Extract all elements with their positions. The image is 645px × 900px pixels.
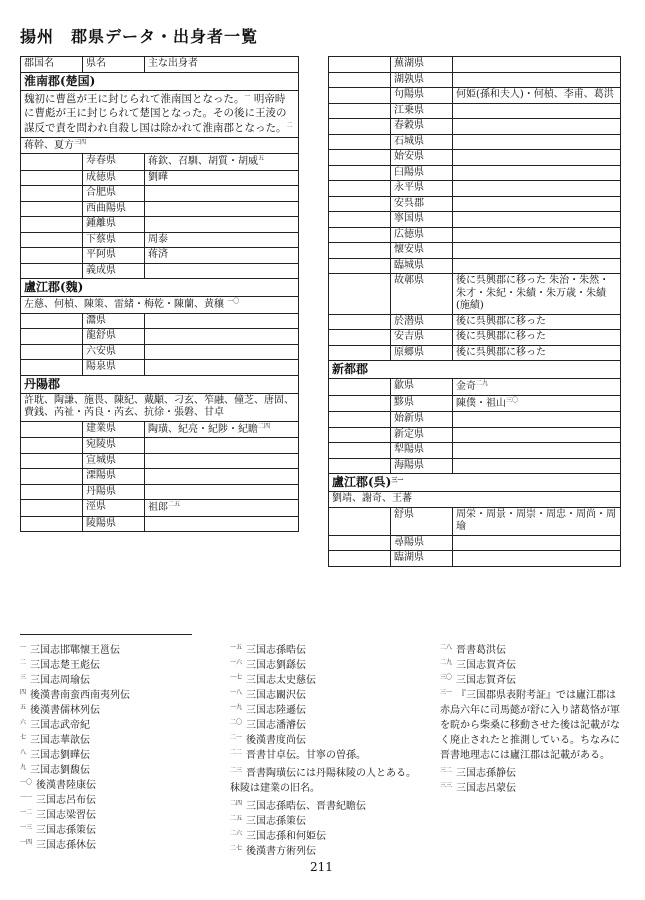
blank-cell — [329, 196, 391, 212]
county-name: 始新県 — [391, 412, 453, 428]
county-row — [21, 469, 299, 485]
footnote: $^{二七}$ 後漢書方術列伝 — [230, 845, 317, 857]
county-row — [329, 72, 621, 88]
county-people: 劉曄 — [145, 170, 299, 186]
blank-cell — [21, 516, 83, 532]
county-row — [329, 412, 621, 428]
county-name: 懐安県 — [391, 243, 453, 259]
county-people — [453, 57, 621, 73]
county-people: 金奇$^{二九}$ — [453, 379, 621, 396]
county-people — [453, 551, 621, 567]
county-name: 永平県 — [391, 181, 453, 197]
county-people — [145, 217, 299, 233]
county-people — [145, 516, 299, 532]
header-cell: 県名 — [83, 57, 145, 73]
footnote: $^七$ 三国志華歆伝 — [20, 734, 91, 746]
footnote: $^{二一}$ 後漢書度尚伝 — [230, 734, 307, 746]
footnote: $^{三〇}$ 三国志賀斉伝 — [440, 674, 517, 686]
county-row — [21, 453, 299, 469]
blank-cell — [21, 186, 83, 202]
county-name: 灊県 — [83, 313, 145, 329]
county-row — [21, 217, 299, 233]
county-name: 六安県 — [83, 344, 145, 360]
county-people — [453, 150, 621, 166]
county-row — [329, 507, 621, 535]
county-row — [21, 263, 299, 279]
footnote: $^{二五}$ 三国志孫策伝 — [230, 815, 307, 827]
county-name: 湖孰県 — [391, 72, 453, 88]
county-people: 周栄・周景・周崇・周忠・周尚・周瑜 — [453, 507, 621, 535]
footnotes-column-2 — [230, 640, 420, 856]
footnotes-column-1 — [20, 640, 210, 850]
county-row — [21, 232, 299, 248]
blank-cell — [21, 248, 83, 264]
county-people: 蒋欽、召馴、胡質・胡威$^五$ — [145, 154, 299, 171]
county-row — [329, 212, 621, 228]
county-name: 安吉県 — [391, 330, 453, 346]
footnote: $^{一三}$ 三国志孫策伝 — [20, 824, 97, 836]
right-table — [328, 56, 621, 567]
county-name: 涇県 — [83, 500, 145, 517]
footnote: $^{一〇}$ 後漢書陸康伝 — [20, 779, 97, 791]
footnote: $^{二三}$ 晋書陶璜伝には丹陽秣陵の人とある。秣陵は建業の旧名。 — [230, 767, 417, 794]
county-row — [329, 443, 621, 459]
commandery-name: 盧江郡(呉)$^{三一}$ — [329, 474, 621, 492]
county-row — [21, 421, 299, 438]
footnote: $^{一四}$ 三国志孫休伝 — [20, 839, 97, 851]
county-people: 蒋済 — [145, 248, 299, 264]
county-row — [329, 88, 621, 104]
county-row — [329, 274, 621, 315]
county-row — [21, 344, 299, 360]
county-people — [145, 186, 299, 202]
county-people — [453, 72, 621, 88]
county-people — [453, 227, 621, 243]
county-people — [453, 181, 621, 197]
county-row — [21, 484, 299, 500]
county-row — [329, 258, 621, 274]
blank-cell — [329, 330, 391, 346]
footnote: $^{二四}$ 三国志孫晧伝、晋書紀瞻伝 — [230, 800, 367, 812]
county-name: 原郷県 — [391, 345, 453, 361]
header-cell: 主な出身者 — [145, 57, 299, 73]
county-name: 合肥県 — [83, 186, 145, 202]
county-row — [329, 119, 621, 135]
county-row — [329, 395, 621, 412]
blank-cell — [329, 227, 391, 243]
county-people: 後に呉興郡に移った — [453, 330, 621, 346]
county-people — [453, 134, 621, 150]
county-people — [453, 212, 621, 228]
county-people: 祖郎$^{二五}$ — [145, 500, 299, 517]
footnote: $^八$ 三国志劉曄伝 — [20, 749, 91, 761]
county-row — [329, 535, 621, 551]
blank-cell — [21, 170, 83, 186]
page-number: 211 — [310, 860, 333, 874]
county-name: 新定県 — [391, 427, 453, 443]
blank-cell — [21, 263, 83, 279]
left-table — [20, 56, 299, 532]
blank-cell — [21, 500, 83, 517]
county-name: 石城県 — [391, 134, 453, 150]
county-name: 成徳県 — [83, 170, 145, 186]
county-row — [329, 314, 621, 330]
county-people — [453, 535, 621, 551]
footnote: $^{二八}$ 晋書葛洪伝 — [440, 644, 507, 656]
blank-cell — [21, 469, 83, 485]
county-people — [453, 258, 621, 274]
blank-cell — [329, 345, 391, 361]
county-name: 臨城県 — [391, 258, 453, 274]
header-cell: 郡国名 — [21, 57, 83, 73]
county-row — [21, 186, 299, 202]
county-name: 広徳県 — [391, 227, 453, 243]
county-name: 寿春県 — [83, 154, 145, 171]
county-name: 龍舒県 — [83, 329, 145, 345]
commandery-name: 盧江郡(魏) — [21, 279, 299, 297]
footnote: $^五$ 後漢書儒林列伝 — [20, 704, 101, 716]
county-name: 故鄣県 — [391, 274, 453, 315]
blank-cell — [21, 421, 83, 438]
blank-cell — [21, 201, 83, 217]
footnote: $^{二六}$ 三国志孫和何姫伝 — [230, 830, 327, 842]
county-people — [145, 438, 299, 454]
county-people — [453, 412, 621, 428]
county-name: 於潜県 — [391, 314, 453, 330]
blank-cell — [21, 313, 83, 329]
blank-cell — [329, 165, 391, 181]
county-row — [329, 57, 621, 73]
county-row — [21, 360, 299, 376]
county-name: 宛陵県 — [83, 438, 145, 454]
county-name: 江乗県 — [391, 103, 453, 119]
county-row — [329, 427, 621, 443]
county-name: 蕪湖県 — [391, 57, 453, 73]
footnote: $^九$ 三国志劉馥伝 — [20, 764, 91, 776]
commandery-description: 魏初に曹邕が王に封じられて淮南国となった。$^一$ 明帝時に曹彪が王に封じられて楚国となった。その後に王淩の謀反で責を問われ自殺し国は除かれて淮南郡となった。$^二$ — [21, 90, 299, 137]
county-people — [453, 103, 621, 119]
county-people — [145, 484, 299, 500]
blank-cell — [329, 181, 391, 197]
blank-cell — [21, 217, 83, 233]
county-row — [329, 330, 621, 346]
county-row — [329, 103, 621, 119]
blank-cell — [329, 507, 391, 535]
county-name: 陵陽県 — [83, 516, 145, 532]
county-row — [21, 170, 299, 186]
commandery-people: 左慈、何楨、陳策、雷緒・梅乾・陳蘭、黄穰 $^{一〇}$ — [21, 297, 299, 314]
county-name: 西曲陽県 — [83, 201, 145, 217]
county-people: 周泰 — [145, 232, 299, 248]
county-row — [21, 248, 299, 264]
county-name: 宣城県 — [83, 453, 145, 469]
county-row — [329, 150, 621, 166]
footnote: $^四$ 後漢書南蛮西南夷列伝 — [20, 689, 131, 701]
footnote: $^一$ 三国志邯鄲懐王邕伝 — [20, 644, 121, 656]
county-people — [145, 329, 299, 345]
footnote: $^{二二}$ 晋書甘卓伝。甘寧の曽孫。 — [230, 749, 367, 761]
blank-cell — [21, 154, 83, 171]
county-people — [453, 443, 621, 459]
county-people — [145, 469, 299, 485]
footnotes-column-3 — [440, 640, 620, 793]
county-name: 陽泉県 — [83, 360, 145, 376]
county-people — [145, 201, 299, 217]
commandery-name: 淮南郡(楚国) — [21, 72, 299, 90]
county-people: 後に呉興郡に移った — [453, 314, 621, 330]
county-row — [329, 243, 621, 259]
county-people — [453, 427, 621, 443]
county-row — [329, 227, 621, 243]
county-name: 建業県 — [83, 421, 145, 438]
county-row — [329, 551, 621, 567]
blank-cell — [21, 232, 83, 248]
footnote-divider — [20, 634, 192, 635]
blank-cell — [21, 329, 83, 345]
county-row — [21, 500, 299, 517]
county-row — [329, 379, 621, 396]
blank-cell — [21, 344, 83, 360]
county-name: 義成県 — [83, 263, 145, 279]
footnote: $^{一二}$ 三国志梁習伝 — [20, 809, 97, 821]
footnote: $^{一一}$ 三国志呂布伝 — [20, 794, 97, 806]
blank-cell — [329, 427, 391, 443]
blank-cell — [329, 72, 391, 88]
county-row — [21, 154, 299, 171]
county-name: 春穀県 — [391, 119, 453, 135]
county-name: 寧国県 — [391, 212, 453, 228]
footnote: $^{一九}$ 三国志陸遜伝 — [230, 704, 307, 716]
county-people: 陳僕・祖山$^{三〇}$ — [453, 395, 621, 412]
county-name: 尋陽県 — [391, 535, 453, 551]
blank-cell — [329, 243, 391, 259]
blank-cell — [329, 258, 391, 274]
blank-cell — [329, 535, 391, 551]
footnote: $^{二九}$ 三国志賀斉伝 — [440, 659, 517, 671]
blank-cell — [21, 438, 83, 454]
blank-cell — [329, 314, 391, 330]
blank-cell — [329, 150, 391, 166]
county-people — [145, 313, 299, 329]
county-name: 平阿県 — [83, 248, 145, 264]
county-name: 安呉郡 — [391, 196, 453, 212]
footnote: $^{三三}$ 三国志呂蒙伝 — [440, 782, 517, 794]
blank-cell — [329, 119, 391, 135]
county-people — [453, 458, 621, 474]
blank-cell — [329, 395, 391, 412]
table-header-row — [21, 57, 299, 73]
commandery-people: 劉靖、謝奇、王蕃 — [329, 492, 621, 508]
footnote: $^二$ 三国志楚王彪伝 — [20, 659, 101, 671]
county-name: 臨湖県 — [391, 551, 453, 567]
footnote: $^{二〇}$ 三国志潘濬伝 — [230, 719, 307, 731]
county-name: 海陽県 — [391, 458, 453, 474]
county-people — [453, 196, 621, 212]
footnote: $^{一七}$ 三国志太史慈伝 — [230, 674, 317, 686]
blank-cell — [329, 103, 391, 119]
blank-cell — [329, 551, 391, 567]
county-people: 後に呉興郡に移った — [453, 345, 621, 361]
blank-cell — [21, 484, 83, 500]
county-name: 黟県 — [391, 395, 453, 412]
county-name: 下蔡県 — [83, 232, 145, 248]
county-row — [329, 165, 621, 181]
county-people — [453, 119, 621, 135]
blank-cell — [329, 379, 391, 396]
blank-cell — [329, 458, 391, 474]
county-name: 歙県 — [391, 379, 453, 396]
commandery-name: 丹陽郡 — [21, 375, 299, 393]
county-row — [21, 438, 299, 454]
county-row — [329, 345, 621, 361]
county-name: 鍾離県 — [83, 217, 145, 233]
commandery-people: 蒋幹、夏方$^{三四}$ — [21, 137, 299, 154]
county-row — [329, 458, 621, 474]
county-people — [145, 453, 299, 469]
blank-cell — [329, 212, 391, 228]
county-people: 何姫(孫和夫人)・何楨、李甫、葛洪 — [453, 88, 621, 104]
county-name: 句陽県 — [391, 88, 453, 104]
blank-cell — [329, 57, 391, 73]
blank-cell — [329, 88, 391, 104]
footnote: $^三$ 三国志周瑜伝 — [20, 674, 91, 686]
footnote: $^{一八}$ 三国志闞沢伝 — [230, 689, 307, 701]
county-people: 陶璜、紀亮・紀陟・紀瞻$^{二四}$ — [145, 421, 299, 438]
county-row — [329, 196, 621, 212]
county-people — [145, 263, 299, 279]
county-people — [453, 243, 621, 259]
blank-cell — [329, 134, 391, 150]
blank-cell — [329, 412, 391, 428]
county-row — [21, 516, 299, 532]
county-people — [453, 165, 621, 181]
county-row — [329, 134, 621, 150]
county-people — [145, 344, 299, 360]
county-name: 始安県 — [391, 150, 453, 166]
blank-cell — [329, 274, 391, 315]
county-people: 後に呉興郡に移った 朱治・朱然・朱才・朱紀・朱績・朱万歳・朱績(施績) — [453, 274, 621, 315]
county-name: 臼陽県 — [391, 165, 453, 181]
blank-cell — [21, 453, 83, 469]
county-row — [329, 181, 621, 197]
county-people — [145, 360, 299, 376]
county-name: 舒県 — [391, 507, 453, 535]
county-row — [21, 313, 299, 329]
blank-cell — [21, 360, 83, 376]
county-name: 犁陽県 — [391, 443, 453, 459]
footnote: $^{三二}$ 三国志孫静伝 — [440, 767, 517, 779]
commandery-people: 許耽、陶謙、施畏、陳紀、戴顒、刁玄、笮融、僮芝、唐固、費銭、芮祉・芮良・芮玄、抗徐・張磐、甘卓 — [21, 393, 299, 421]
county-name: 溧陽県 — [83, 469, 145, 485]
county-name: 丹陽県 — [83, 484, 145, 500]
page-title: 揚州 郡県データ・出身者一覧 — [20, 27, 259, 46]
county-row — [21, 201, 299, 217]
footnote: $^{一六}$ 三国志劉繇伝 — [230, 659, 307, 671]
footnote: $^{一五}$ 三国志孫晧伝 — [230, 644, 307, 656]
footnote: $^六$ 三国志武帝紀 — [20, 719, 91, 731]
commandery-name: 新都郡 — [329, 361, 621, 379]
county-row — [21, 329, 299, 345]
blank-cell — [329, 443, 391, 459]
footnote: $^{三一}$ 『三国郡県表附考証』では廬江郡は赤烏六年に司馬懿が舒に入り諸葛恪が軍を睆から柴桑に移動させた後は記載がなく廃止されたと推測している。ちなみに晋書地理志には廬江郡は記載がある。 — [440, 689, 620, 761]
